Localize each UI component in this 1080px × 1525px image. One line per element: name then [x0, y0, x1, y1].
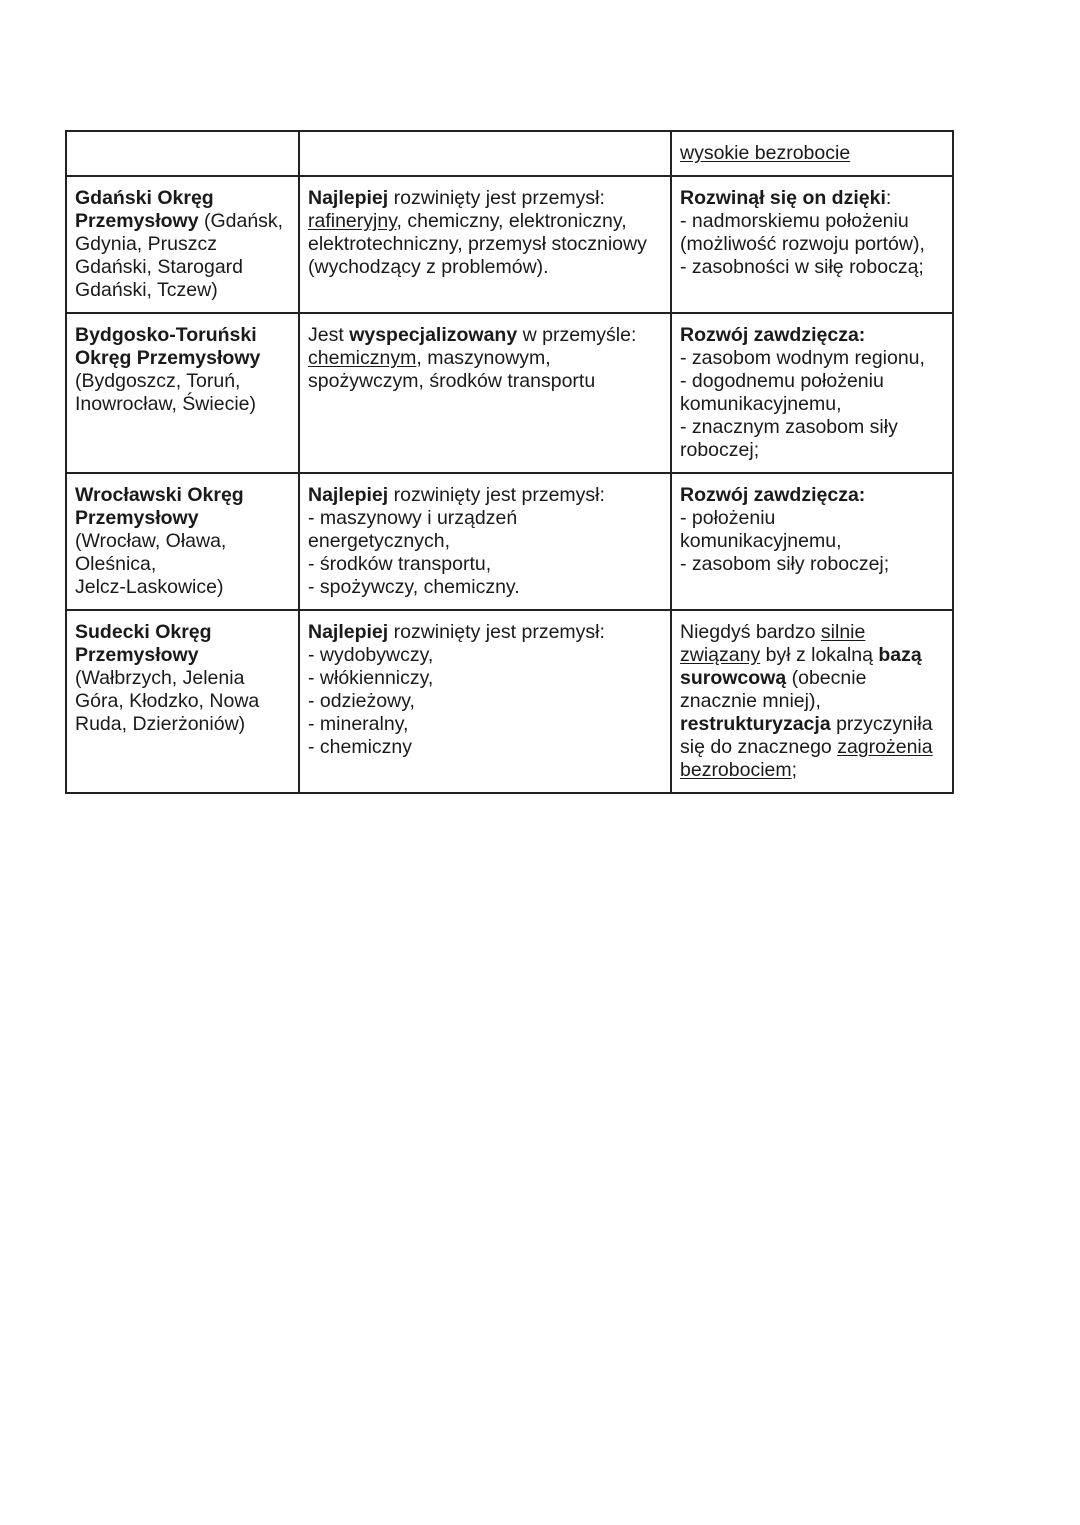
text-run: rozwinięty jest przemysł: — [388, 484, 605, 506]
cell-text-line — [75, 644, 290, 667]
text-run: - zasobom siły roboczej; — [680, 553, 890, 575]
table-row-gdanski — [66, 176, 953, 313]
text-run: wysokie bezrobocie — [680, 142, 851, 164]
text-run: w przemyśle: — [517, 324, 637, 346]
industry-cell — [299, 131, 671, 176]
cell-text-line — [680, 393, 944, 416]
district-name-cell — [66, 473, 299, 610]
text-run: Jelcz-Laskowice) — [75, 576, 224, 598]
text-run: Jest — [308, 324, 350, 346]
text-run: Góra, Kłodzko, Nowa — [75, 690, 260, 712]
text-run: Gdański, Starogard — [75, 256, 244, 278]
cell-text-line — [308, 324, 662, 347]
cell-text-line — [75, 621, 290, 644]
cell-text-line — [308, 621, 662, 644]
text-run: - dogodnemu położeniu — [680, 370, 884, 392]
district-name-cell — [66, 176, 299, 313]
text-run: wyspecjalizowany — [349, 324, 518, 346]
cell-text-line — [680, 713, 944, 736]
cell-text-line — [308, 690, 662, 713]
text-run: znacznie mniej), — [680, 690, 821, 712]
cell-text-line — [75, 690, 290, 713]
text-run: - środków transportu, — [308, 553, 492, 575]
cell-text-line — [308, 347, 662, 370]
cell-text-line — [680, 142, 944, 165]
cell-text-line — [680, 347, 944, 370]
text-run: komunikacyjnemu, — [680, 530, 842, 552]
table-row-wroclawski — [66, 473, 953, 610]
text-run: surowcową — [680, 667, 787, 689]
district-name-cell — [66, 131, 299, 176]
text-run: : — [885, 187, 892, 209]
cell-text-line — [75, 324, 290, 347]
text-run: Najlepiej — [308, 187, 389, 209]
text-run: spożywczym, środków transportu — [308, 370, 596, 392]
text-run: przyczyniła — [830, 713, 933, 735]
cell-text-line — [308, 576, 662, 599]
cell-text-line — [75, 279, 290, 302]
text-run: Przemysłowy — [75, 644, 199, 666]
text-run: (Wałbrzych, Jelenia — [75, 667, 245, 689]
text-run: Sudecki Okręg — [75, 621, 212, 643]
text-run: ; — [791, 759, 798, 781]
text-run: chemicznym — [308, 347, 417, 369]
text-run: silnie — [820, 621, 866, 643]
cell-text-line — [308, 256, 662, 279]
text-run: - zasobności w siłę roboczą; — [680, 256, 924, 278]
text-run: Gdański Okręg — [75, 187, 214, 209]
cell-text-line — [680, 644, 944, 667]
text-run: Okręg Przemysłowy — [75, 347, 261, 369]
text-run: restrukturyzacja — [680, 713, 831, 735]
cell-text-line — [75, 713, 290, 736]
text-run: , chemiczny, elektroniczny, — [396, 210, 627, 232]
cell-text-line — [680, 187, 944, 210]
text-run: - chemiczny — [308, 736, 413, 758]
text-run: (możliwość rozwoju portów), — [680, 233, 925, 255]
industry-cell — [299, 176, 671, 313]
industry-cell — [299, 610, 671, 793]
text-run: bezrobociem — [680, 759, 792, 781]
cell-text-line — [680, 530, 944, 553]
text-run: (wychodzący z problemów). — [308, 256, 549, 278]
cell-text-line — [75, 484, 290, 507]
cell-text-line — [308, 644, 662, 667]
text-run: Przemysłowy — [75, 507, 199, 529]
table-row-continuation — [66, 131, 953, 176]
text-run: - odzieżowy, — [308, 690, 415, 712]
text-run: związany — [680, 644, 761, 666]
cell-text-line — [75, 576, 290, 599]
text-run: Gdański, Tczew) — [75, 279, 218, 301]
text-run: Wrocławski Okręg — [75, 484, 244, 506]
cell-text-line — [680, 416, 944, 439]
text-run: rafineryjny — [308, 210, 397, 232]
text-run: (obecnie — [786, 667, 867, 689]
text-run: Przemysłowy — [75, 210, 199, 232]
text-run: zagrożenia — [837, 736, 933, 758]
cell-text-line — [75, 347, 290, 370]
table-row-sudecki — [66, 610, 953, 793]
district-name-cell — [66, 313, 299, 473]
cell-text-line — [308, 484, 662, 507]
cell-text-line — [680, 759, 944, 782]
cell-text-line — [75, 530, 290, 553]
text-run: Bydgosko-Toruński — [75, 324, 257, 346]
text-run: - spożywczy, chemiczny. — [308, 576, 520, 598]
text-run: - położeniu — [680, 507, 776, 529]
text-run: Inowrocław, Świecie) — [75, 393, 256, 415]
text-run: Rozwój zawdzięcza: — [680, 324, 866, 346]
cell-text-line — [680, 690, 944, 713]
cell-text-line — [308, 507, 662, 530]
text-run: Najlepiej — [308, 621, 389, 643]
cell-text-line — [308, 667, 662, 690]
development-factors-cell — [671, 313, 953, 473]
text-run: (Gdańsk, — [198, 210, 284, 232]
cell-text-line — [680, 210, 944, 233]
text-run: był z lokalną — [760, 644, 879, 666]
cell-text-line — [680, 439, 944, 462]
development-factors-cell — [671, 473, 953, 610]
cell-text-line — [680, 621, 944, 644]
cell-text-line — [680, 324, 944, 347]
cell-text-line — [75, 256, 290, 279]
cell-text-line — [308, 713, 662, 736]
cell-text-line — [75, 370, 290, 393]
development-factors-cell — [671, 131, 953, 176]
district-name-cell — [66, 610, 299, 793]
cell-text-line — [308, 370, 662, 393]
text-run: - mineralny, — [308, 713, 409, 735]
cell-text-line — [680, 370, 944, 393]
cell-text-line — [75, 187, 290, 210]
text-run: energetycznych, — [308, 530, 450, 552]
text-run: Gdynia, Pruszcz — [75, 233, 217, 255]
text-run: roboczej; — [680, 439, 760, 461]
cell-text-line — [308, 530, 662, 553]
cell-text-line — [75, 553, 290, 576]
text-run: - zasobom wodnym regionu, — [680, 347, 925, 369]
text-run: - nadmorskiemu położeniu — [680, 210, 909, 232]
table-row-bydgosko-torunski — [66, 313, 953, 473]
text-run: (Bydgoszcz, Toruń, — [75, 370, 241, 392]
cell-text-line — [680, 233, 944, 256]
cell-text-line — [680, 507, 944, 530]
industrial-districts-table — [65, 130, 954, 794]
text-run: komunikacyjnemu, — [680, 393, 842, 415]
cell-text-line — [308, 553, 662, 576]
text-run: rozwinięty jest przemysł: — [388, 187, 605, 209]
industry-cell — [299, 473, 671, 610]
cell-text-line — [75, 507, 290, 530]
cell-text-line — [680, 736, 944, 759]
cell-text-line — [308, 210, 662, 233]
text-run: - włókienniczy, — [308, 667, 434, 689]
text-run: bazą — [878, 644, 922, 666]
cell-text-line — [75, 667, 290, 690]
development-factors-cell — [671, 610, 953, 793]
cell-text-line — [75, 210, 290, 233]
industry-cell — [299, 313, 671, 473]
cell-text-line — [680, 667, 944, 690]
text-run: , maszynowym, — [416, 347, 551, 369]
cell-text-line — [680, 256, 944, 279]
text-run: Oleśnica, — [75, 553, 157, 575]
cell-text-line — [680, 484, 944, 507]
text-run: Niegdyś bardzo — [680, 621, 821, 643]
cell-text-line — [308, 187, 662, 210]
text-run: (Wrocław, Oława, — [75, 530, 227, 552]
text-run: - maszynowy i urządzeń — [308, 507, 518, 529]
text-run: Ruda, Dzierżoniów) — [75, 713, 246, 735]
development-factors-cell — [671, 176, 953, 313]
cell-text-line — [308, 233, 662, 256]
cell-text-line — [308, 736, 662, 759]
cell-text-line — [75, 233, 290, 256]
cell-text-line — [680, 553, 944, 576]
cell-text-line — [75, 393, 290, 416]
text-run: Rozwinął się on dzięki — [680, 187, 886, 209]
text-run: rozwinięty jest przemysł: — [388, 621, 605, 643]
text-run: - znacznym zasobom siły — [680, 416, 898, 438]
text-run: elektrotechniczny, przemysł stoczniowy — [308, 233, 647, 255]
text-run: Rozwój zawdzięcza: — [680, 484, 866, 506]
text-run: Najlepiej — [308, 484, 389, 506]
text-run: się do znacznego — [680, 736, 838, 758]
text-run: - wydobywczy, — [308, 644, 434, 666]
